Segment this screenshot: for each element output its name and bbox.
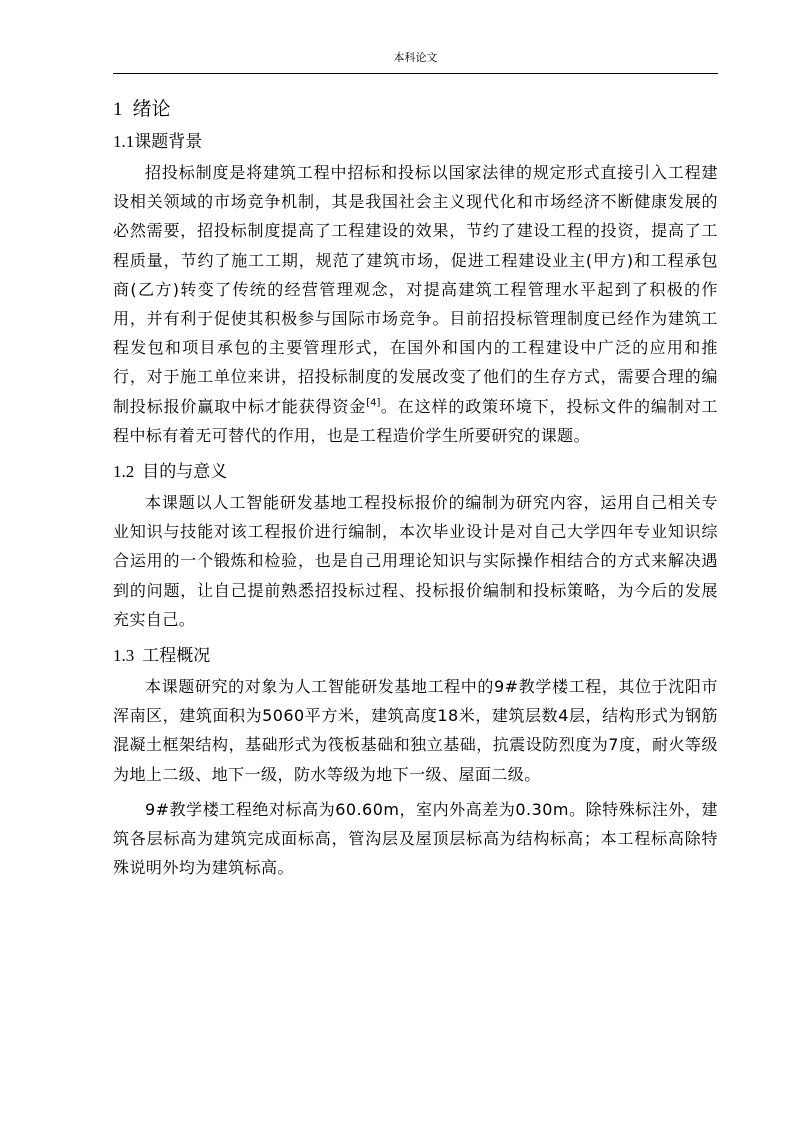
chapter-title: 绪论 (132, 98, 171, 120)
section-number: 1.2 (113, 462, 135, 482)
paragraph-purpose: 本课题以人工智能研发基地工程投标报价的编制为研究内容，运用自己相关专业知识与技能对该工程报价进行编制，本次毕业设计是对自己大学四年专业知识综合运用的一个锻炼和检验，也是自己用理论知识与实际操作相结合的方式来解决遇到的问题，让自己提前熟悉招投标过程、投标报价编制和投标策略，为今后的发展充实自己。 (113, 493, 718, 629)
chapter-heading (113, 93, 718, 126)
page-content (113, 93, 718, 882)
citation-reference: [4] (366, 397, 381, 409)
section-title: 课题背景 (134, 132, 203, 152)
section-title: 工程概况 (142, 646, 211, 667)
section-number: 1.3 (113, 646, 135, 666)
paragraph-background (113, 158, 718, 450)
section-title: 目的与意义 (142, 462, 228, 483)
section-heading-background (113, 126, 718, 158)
paragraph-text: 招投标制度是将建筑工程中招标和投标以国家法律的规定形式直接引入工程建设相关领域的市场竞争机制，其是我国社会主义现代化和市场经济不断健康发展的必然需要，招投标制度提高了工程建设的效果，节约了建设工程的投资，提高了工程质量，节约了施工工期，规范了建筑市场，促进工程建设业主(甲方)和工程承包商(乙方)转变了传统的经营管理观念，对提高建筑工程管理水平起到了积极的作用，并有利于促使其积极参与国际市场竞争。目前招投标管理制度已经作为建筑工程发包和项目承包的主要管理形式，在国外和国内的工程建设中广泛的应用和推行，对于施工单位来讲，招投标制度的发展改变了他们的生存方式，需要合理的编制投标报价赢取中标才能获得资金 (113, 163, 718, 416)
section-heading-overview (113, 640, 718, 672)
chapter-number: 1 (113, 99, 123, 120)
paragraph-overview: 本课题研究的对象为人工智能研发基地工程中的9#教学楼工程，其位于沈阳市浑南区，建筑面积为5060平方米，建筑高度18米，建筑层数4层，结构形式为钢筋混凝土框架结构，基础形式为筏板基础和独立基础，抗震设防烈度为7度，耐火等级为地上二级、地下一级，防水等级为地下一级、屋面二级。 (113, 677, 718, 784)
section-number: 1.1 (113, 132, 135, 151)
paragraph-text: 。在这样的政策环境下，投标文件的编制对工程中标有着无可替代的作用，也是工程造价学生所要研究的课题。 (113, 396, 718, 445)
running-header: 本科论文 (393, 51, 438, 64)
header-rule (113, 73, 718, 74)
paragraph-elevation: 9#教学楼工程绝对标高为60.60m，室内外高差为0.30m。除特殊标注外，建筑各层标高为建筑完成面标高，管沟层及屋顶层标高为结构标高；本工程标高除特殊说明外均为建筑标高。 (113, 799, 718, 878)
section-heading-purpose (113, 456, 718, 488)
